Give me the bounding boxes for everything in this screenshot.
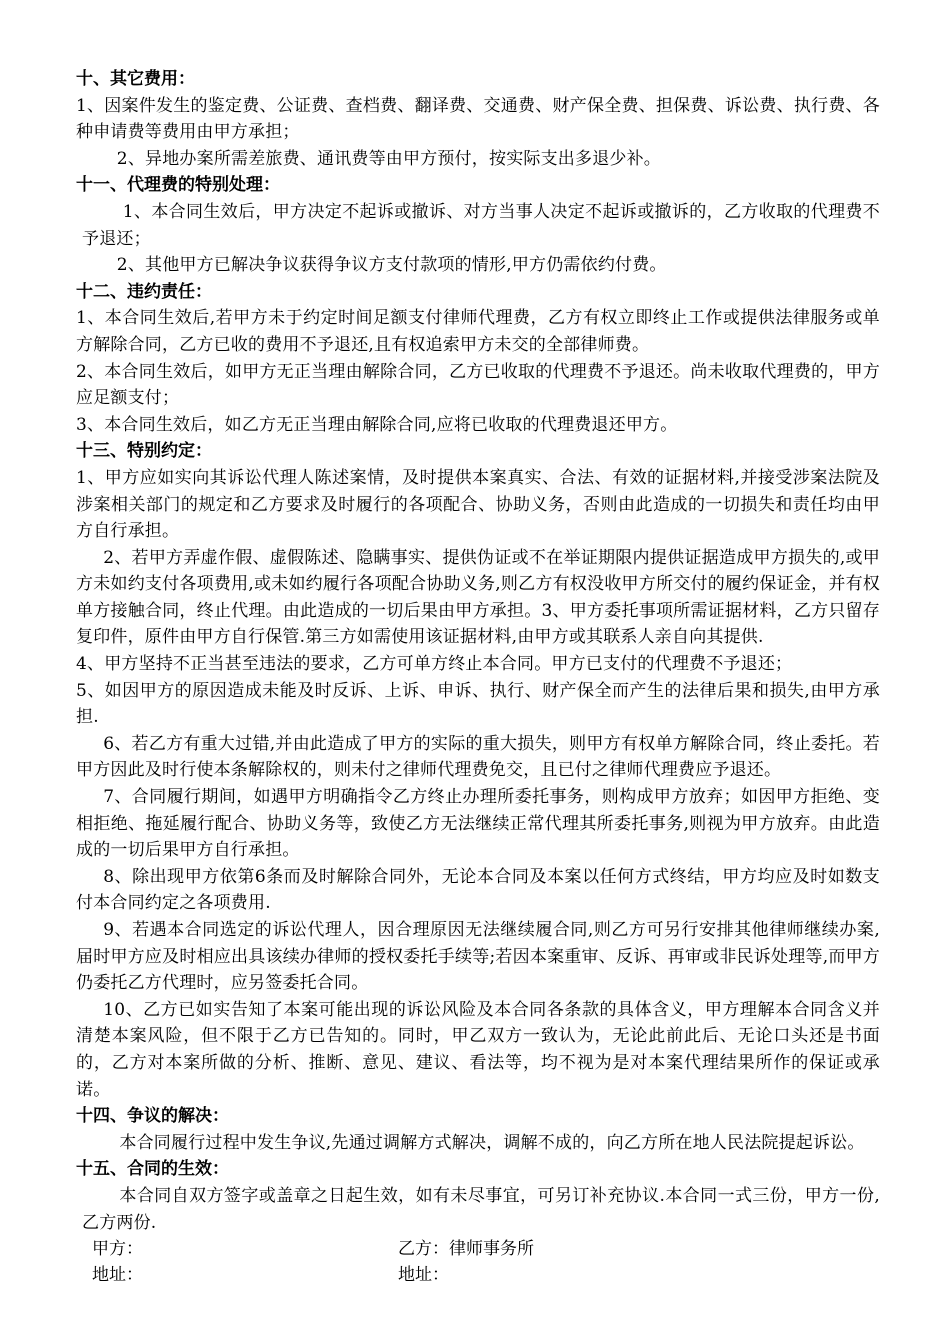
clause: 1、本合同生效后,若甲方未于约定时间足额支付律师代理费，乙方有权立即终止工作或提供法律服务或单方解除合同，乙方已收的费用不予退还,且有权追索甲方未交的全部律师费。 [76,308,880,355]
section-effectiveness [76,1156,880,1236]
clause: 1、甲方应如实向其诉讼代理人陈述案情，及时提供本案真实、合法、有效的证据材料,并接受涉案法院及涉案相关部门的规定和乙方要求及时履行的各项配合、协助义务，否则由此造成的一切损失和责任均由甲方自行承担。 [76,467,880,542]
party-a-label: 甲方： [92,1239,143,1260]
clause: 6、若乙方有重大过错,并由此造成了甲方的实际的重大损失，则甲方有权单方解除合同，终止委托。若甲方因此及时行使本条解除权的，则未付之律师代理费免交，且已付之律师代理费应予退还。 [76,733,880,781]
clause: 7、合同履行期间，如遇甲方明确指令乙方终止办理所委托事务，则构成甲方放弃；如因甲方拒绝、变相拒绝、拖延履行配合、协助义务等，致使乙方无法继续正常代理其所委托事务,则视为甲方放弃。由此造成的一切后果甲方自行承担。 [76,787,880,861]
clause: 5、如因甲方的原因造成未能及时反诉、上诉、申诉、执行、财产保全而产生的法律后果和损失,由甲方承担. [76,680,880,728]
clause: 本合同履行过程中发生争议,先通过调解方式解决，调解不成的，向乙方所在地人民法院提起诉讼。 [119,1132,865,1153]
section-other-fees [76,66,880,172]
signature-block [76,1236,880,1288]
clause: 10、乙方已如实告知了本案可能出现的诉讼风险及本合同各条款的具体含义，甲方理解本合同含义并清楚本案风险，但不限于乙方已告知的。同时，甲乙双方一致认为，无论此前此后、无论口头还是书面的，乙方对本案所做的分析、推断、意见、建议、看法等，均不视为是对本案代理结果所作的保证或承诺。 [76,999,880,1100]
signature-row [76,1236,880,1262]
section-heading: 十三、特别约定： [76,441,212,462]
clause: 2、本合同生效后，如甲方无正当理由解除合同，乙方已收取的代理费不予退还。尚未收取代理费的，甲方应足额支付； [76,361,880,409]
clause: 2、异地办案所需差旅费、通讯费等由甲方预付，按实际支出多退少补。 [116,148,662,169]
clause: 8、除出现甲方依第6条而及时解除合同外，无论本合同及本案以任何方式终结，甲方均应及时如数支付本合同约定之各项费用. [76,866,880,914]
section-special-fee-handling [76,172,880,278]
section-special-agreements [76,438,880,1103]
party-b-label: 乙方：律师事务所 [398,1239,534,1260]
section-heading: 十四、争议的解决： [76,1106,229,1127]
clause: 1、因案件发生的鉴定费、公证费、查档费、翻译费、交通费、财产保全费、担保费、诉讼费、执行费、各种申请费等费用由甲方承担； [76,95,880,143]
section-heading: 十二、违约责任： [76,281,212,302]
party-b-address-label: 地址： [398,1265,449,1286]
clause: 1、本合同生效后，甲方决定不起诉或撤诉、对方当事人决定不起诉或撤诉的，乙方收取的代理费不予退还； [82,201,880,249]
clause: 3、本合同生效后，如乙方无正当理由解除合同,应将已收取的代理费退还甲方。 [76,414,678,435]
party-a-address-label: 地址： [92,1265,143,1286]
clause: 本合同自双方签字或盖章之日起生效，如有未尽事宜，可另订补充协议.本合同一式三份，甲方一份,乙方两份. [82,1185,880,1233]
clause: 9、若遇本合同选定的诉讼代理人，因合理原因无法继续履合同,则乙方可另行安排其他律师继续办案,届时甲方应及时相应出具该续办律师的授权委托手续等;若因本案重审、反诉、再审或非民诉处理等,而甲方仍委托乙方代理时，应另签委托合同。 [76,920,880,994]
section-heading: 十五、合同的生效： [76,1159,229,1180]
section-heading: 十一、代理费的特别处理： [76,175,280,196]
clause: 2、其他甲方已解决争议获得争议方支付款项的情形,甲方仍需依约付费。 [116,255,667,276]
section-breach-liability [76,279,880,439]
clause: 4、甲方坚持不正当甚至违法的要求，乙方可单方终止本合同。甲方已支付的代理费不予退还； [76,654,793,675]
contract-page [76,66,880,1288]
clause: 2、若甲方弄虚作假、虚假陈述、隐瞒事实、提供伪证或不在举证期限内提供证据造成甲方损失的,或甲方未如约支付各项费用,或未如约履行各项配合协助义务,则乙方有权没收甲方所交付的履约保证金，并有权单方接触合同，终止代理。由此造成的一切后果由甲方承担。3、甲方委托事项所需证据材料，乙方只留存复印件，原件由甲方自行保管.第三方如需使用该证据材料,由甲方或其联系人亲自向其提供. [76,547,880,648]
address-row [76,1262,880,1288]
section-heading: 十、其它费用： [76,69,195,89]
section-dispute-resolution [76,1103,880,1156]
